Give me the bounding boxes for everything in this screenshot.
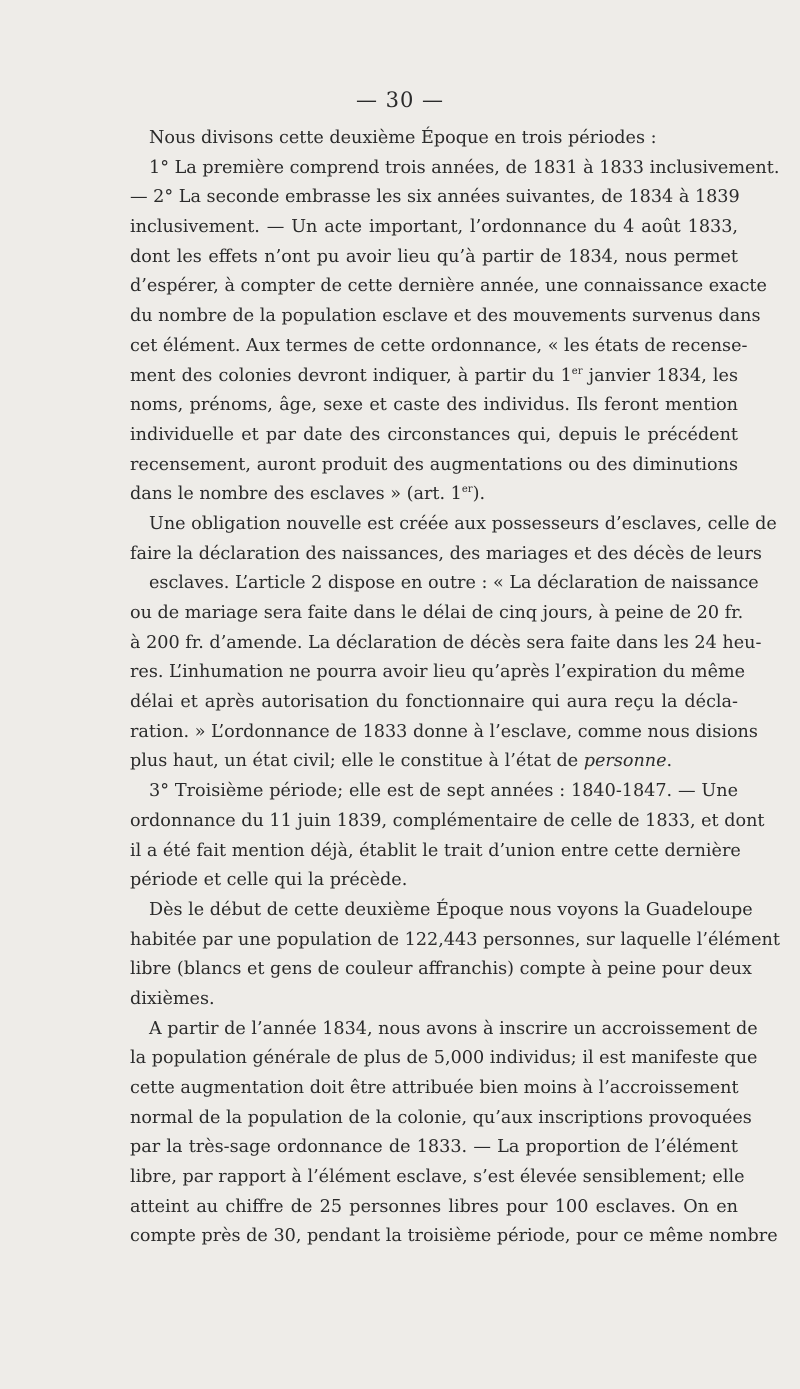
- text-line: Une obligation nouvelle est créée aux possesseurs d’esclaves, celle de: [149, 513, 777, 534]
- text-line: Nous divisons cette deuxième Époque en trois périodes :: [149, 128, 657, 148]
- text-line: — 2° La seconde embrasse les six années suivantes, de 1834 à 1839: [130, 187, 740, 208]
- text-line: individuelle et par date des circonstances qui, depuis le précédent: [130, 424, 738, 445]
- text-line: par la très-sage ordonnance de 1833. — La proportion de l’élément: [130, 1137, 738, 1158]
- text-line: il a été fait mention déjà, établit le trait d’union entre cette dernière: [130, 840, 741, 861]
- text-line: noms, prénoms, âge, sexe et caste des individus. Ils feront mention: [130, 395, 738, 416]
- text-line: ordonnance du 11 juin 1839, complémentaire de celle de 1833, et dont: [130, 810, 765, 831]
- text-line: atteint au chiffre de 25 personnes libres pour 100 esclaves. On en: [130, 1196, 738, 1217]
- text-line: A partir de l’année 1834, nous avons à inscrire un accroissement de: [149, 1018, 758, 1039]
- text-line: habitée par une population de 122,443 personnes, sur laquelle l’élément: [130, 929, 780, 950]
- text-line: esclaves. L’article 2 dispose en outre : « La déclaration de naissance: [149, 573, 759, 594]
- page-number: — 30 —: [355, 88, 445, 112]
- text-line: plus haut, un état civil; elle le constitue à l’état de personne.: [130, 751, 673, 772]
- text-line: dixièmes.: [130, 988, 215, 1009]
- text-line: recensement, auront produit des augmentations ou des diminutions: [130, 454, 738, 475]
- text-line: Dès le début de cette deuxième Époque nous voyons la Guadeloupe: [149, 899, 753, 920]
- text-line: compte près de 30, pendant la troisième période, pour ce même nombre: [130, 1226, 778, 1247]
- text-line: période et celle qui la précède.: [130, 870, 408, 891]
- text-line: res. L’inhumation ne pourra avoir lieu qu’après l’expiration du même: [130, 662, 746, 683]
- text-line: 1° La première comprend trois années, de 1831 à 1833 inclusivement.: [149, 157, 780, 178]
- text-line: à 200 fr. d’amende. La déclaration de décès sera faite dans les 24 heu-: [130, 632, 762, 653]
- body-text: [130, 124, 780, 1252]
- text-line: 3° Troisième période; elle est de sept années : 1840-1847. — Une: [149, 781, 738, 802]
- text-line: libre, par rapport à l’élément esclave, s’est élevée sensiblement; elle: [130, 1167, 745, 1188]
- text-line: cet élément. Aux termes de cette ordonnance, « les états de recense-: [130, 335, 748, 356]
- text-line: cette augmentation doit être attribuée bien moins à l’accroissement: [130, 1078, 739, 1098]
- text-line: inclusivement. — Un acte important, l’ordonnance du 4 août 1833,: [130, 217, 738, 238]
- text-line: ration. » L’ordonnance de 1833 donne à l’esclave, comme nous disions: [130, 721, 758, 742]
- text-line: normal de la population de la colonie, qu’aux inscriptions provoquées: [130, 1107, 752, 1128]
- text-line: délai et après autorisation du fonctionnaire qui aura reçu la décla-: [130, 692, 738, 713]
- text-line: dont les effets n’ont pu avoir lieu qu’à partir de 1834, nous permet: [130, 246, 738, 267]
- text-line: la population générale de plus de 5,000 individus; il est manifeste que: [130, 1048, 758, 1069]
- text-line: ment des colonies devront indiquer, à partir du 1er janvier 1834, les: [130, 365, 738, 386]
- text-line: ou de mariage sera faite dans le délai de cinq jours, à peine de 20 fr.: [130, 603, 744, 623]
- text-line: faire la déclaration des naissances, des mariages et des décès de leurs: [130, 543, 762, 564]
- text-line: libre (blancs et gens de couleur affranchis) compte à peine pour deux: [130, 959, 752, 980]
- text-line: dans le nombre des esclaves » (art. 1er).: [130, 484, 486, 505]
- text-line: d’espérer, à compter de cette dernière année, une connaissance exacte: [130, 276, 767, 297]
- text-line: du nombre de la population esclave et des mouvements survenus dans: [130, 306, 761, 327]
